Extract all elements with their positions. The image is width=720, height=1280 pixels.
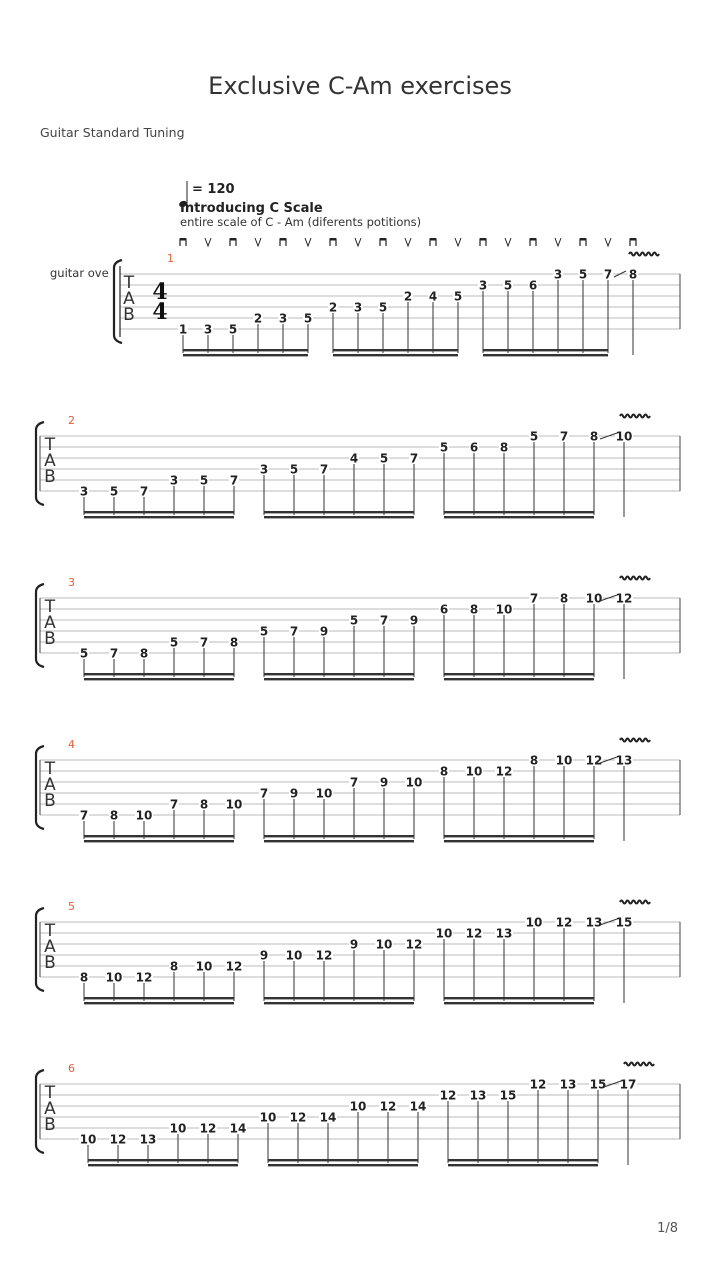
downstroke-bar [630, 238, 636, 241]
fret-number: 13 [559, 1077, 577, 1092]
fret-number: 6 [528, 278, 538, 293]
downstroke-bar [380, 238, 386, 241]
beam [84, 511, 234, 513]
downstroke-bar [530, 238, 536, 241]
fret-number: 8 [139, 646, 149, 661]
measure-number: 2 [68, 414, 75, 427]
tab-clef-b: B [123, 305, 135, 325]
fret-number: 7 [409, 451, 419, 466]
beam [88, 1164, 238, 1166]
tempo-text: = 120 [192, 182, 235, 197]
downstroke-bar [430, 238, 436, 241]
system-1 [114, 238, 680, 356]
tab-clef-t: T [44, 921, 56, 941]
fret-number: 8 [79, 970, 89, 985]
fret-number: 5 [349, 613, 359, 628]
fret-number: 5 [529, 429, 539, 444]
fret-number: 12 [585, 753, 603, 768]
fret-number: 12 [529, 1077, 547, 1092]
fret-number: 10 [615, 429, 633, 444]
upstroke-mark [305, 238, 311, 246]
fret-number: 10 [525, 915, 543, 930]
beam [88, 1159, 238, 1161]
fret-number: 5 [453, 289, 463, 304]
vibrato-mark [620, 901, 650, 904]
beam [444, 678, 594, 680]
beam [264, 1002, 414, 1004]
upstroke-mark [405, 238, 411, 246]
beam [264, 516, 414, 518]
beam [264, 678, 414, 680]
fret-number: 8 [589, 429, 599, 444]
fret-number: 10 [195, 959, 213, 974]
fret-number: 3 [79, 484, 89, 499]
tab-clef-a: A [44, 937, 56, 957]
downstroke-bar [230, 238, 236, 241]
fret-number: 1 [178, 322, 188, 337]
tab-clef-t: T [44, 597, 56, 617]
vibrato-mark [629, 253, 659, 256]
beam [264, 997, 414, 999]
vibrato-mark [620, 415, 650, 418]
fret-number: 2 [253, 311, 263, 326]
fret-number: 8 [628, 267, 638, 282]
tab-clef-a: A [44, 451, 56, 471]
fret-number: 13 [139, 1132, 157, 1147]
fret-number: 12 [465, 926, 483, 941]
beam [448, 1159, 598, 1161]
system-3 [36, 576, 680, 680]
fret-number: 12 [439, 1088, 457, 1103]
measure-number: 4 [68, 738, 75, 751]
fret-number: 10 [135, 808, 153, 823]
fret-number: 3 [203, 322, 213, 337]
fret-number: 5 [303, 311, 313, 326]
fret-number: 8 [559, 591, 569, 606]
fret-number: 8 [109, 808, 119, 823]
fret-number: 12 [315, 948, 333, 963]
fret-number: 7 [229, 473, 239, 488]
fret-number: 9 [259, 948, 269, 963]
beam [444, 511, 594, 513]
fret-number: 2 [328, 300, 338, 315]
vibrato-mark [624, 1063, 654, 1066]
upstroke-mark [455, 238, 461, 246]
upstroke-mark [505, 238, 511, 246]
measure-number: 5 [68, 900, 75, 913]
upstroke-mark [255, 238, 261, 246]
fret-number: 7 [79, 808, 89, 823]
fret-number: 3 [259, 462, 269, 477]
fret-number: 12 [555, 915, 573, 930]
measure-number: 6 [68, 1062, 75, 1075]
fret-number: 5 [503, 278, 513, 293]
upstroke-mark [555, 238, 561, 246]
measure-number: 1 [167, 252, 174, 265]
fret-number: 9 [349, 937, 359, 952]
downstroke-bar [280, 238, 286, 241]
fret-number: 13 [615, 753, 633, 768]
fret-number: 10 [375, 937, 393, 952]
fret-number: 4 [428, 289, 438, 304]
tab-clef-b: B [44, 791, 56, 811]
fret-number: 10 [495, 602, 513, 617]
fret-number: 8 [469, 602, 479, 617]
fret-number: 14 [229, 1121, 247, 1136]
beam [333, 349, 458, 351]
fret-number: 10 [555, 753, 573, 768]
fret-number: 10 [169, 1121, 187, 1136]
tab-clef-t: T [123, 273, 135, 293]
fret-number: 5 [259, 624, 269, 639]
fret-number: 8 [199, 797, 209, 812]
fret-number: 7 [559, 429, 569, 444]
fret-number: 8 [439, 764, 449, 779]
tab-clef-b: B [44, 467, 56, 487]
fret-number: 7 [139, 484, 149, 499]
section-note: entire scale of C - Am (diferents potitions) [180, 215, 422, 229]
downstroke-bar [180, 238, 186, 241]
measure-number: 3 [68, 576, 75, 589]
fret-number: 2 [403, 289, 413, 304]
fret-number: 14 [319, 1110, 337, 1125]
vibrato-mark [620, 577, 650, 580]
system-4 [36, 738, 680, 842]
system-5 [36, 900, 680, 1004]
beam [264, 840, 414, 842]
fret-number: 5 [228, 322, 238, 337]
fret-number: 10 [585, 591, 603, 606]
beam [84, 997, 234, 999]
beam [268, 1164, 418, 1166]
fret-number: 10 [465, 764, 483, 779]
fret-number: 14 [409, 1099, 427, 1114]
beam [264, 511, 414, 513]
fret-number: 10 [259, 1110, 277, 1125]
fret-number: 10 [315, 786, 333, 801]
beam [84, 1002, 234, 1004]
beam [333, 354, 458, 356]
tab-clef-b: B [44, 953, 56, 973]
fret-number: 4 [349, 451, 359, 466]
tab-clef-b: B [44, 629, 56, 649]
fret-number: 5 [289, 462, 299, 477]
fret-number: 10 [285, 948, 303, 963]
time-signature-top: 4 [152, 279, 168, 305]
beam [444, 997, 594, 999]
tab-clef-t: T [44, 759, 56, 779]
fret-number: 7 [379, 613, 389, 628]
fret-number: 5 [378, 300, 388, 315]
beam [183, 349, 308, 351]
fret-number: 8 [499, 440, 509, 455]
fret-number: 13 [495, 926, 513, 941]
time-signature-bottom: 4 [152, 299, 168, 325]
beam [84, 835, 234, 837]
beam [183, 354, 308, 356]
fret-number: 3 [353, 300, 363, 315]
fret-number: 3 [553, 267, 563, 282]
fret-number: 10 [105, 970, 123, 985]
fret-number: 12 [379, 1099, 397, 1114]
beam [84, 840, 234, 842]
fret-number: 12 [405, 937, 423, 952]
beam [264, 835, 414, 837]
fret-number: 12 [135, 970, 153, 985]
beam [444, 516, 594, 518]
tab-clef-a: A [44, 613, 56, 633]
score-title: Exclusive C-Am exercises [208, 72, 512, 100]
fret-number: 15 [589, 1077, 607, 1092]
fret-number: 3 [278, 311, 288, 326]
fret-number: 5 [109, 484, 119, 499]
fret-number: 10 [225, 797, 243, 812]
beam [264, 673, 414, 675]
beam [444, 840, 594, 842]
fret-number: 5 [199, 473, 209, 488]
fret-number: 13 [585, 915, 603, 930]
fret-number: 10 [79, 1132, 97, 1147]
fret-number: 7 [259, 786, 269, 801]
beam [444, 673, 594, 675]
system-2 [36, 414, 680, 518]
fret-number: 6 [469, 440, 479, 455]
tab-clef-a: A [44, 1099, 56, 1119]
beam [483, 354, 608, 356]
fret-number: 7 [199, 635, 209, 650]
beam [268, 1159, 418, 1161]
fret-number: 3 [478, 278, 488, 293]
beam [444, 1002, 594, 1004]
fret-number: 7 [349, 775, 359, 790]
fret-number: 7 [319, 462, 329, 477]
upstroke-mark [205, 238, 211, 246]
downstroke-bar [580, 238, 586, 241]
fret-number: 8 [229, 635, 239, 650]
tuning-label: Guitar Standard Tuning [40, 125, 185, 140]
fret-number: 5 [169, 635, 179, 650]
fret-number: 5 [439, 440, 449, 455]
beam [84, 678, 234, 680]
fret-number: 13 [469, 1088, 487, 1103]
fret-number: 7 [289, 624, 299, 639]
beam [444, 835, 594, 837]
tab-clef-t: T [44, 1083, 56, 1103]
upstroke-mark [355, 238, 361, 246]
fret-number: 12 [109, 1132, 127, 1147]
tab-clef-a: A [44, 775, 56, 795]
fret-number: 7 [109, 646, 119, 661]
fret-number: 5 [578, 267, 588, 282]
fret-number: 7 [169, 797, 179, 812]
downstroke-bar [480, 238, 486, 241]
fret-number: 5 [379, 451, 389, 466]
tab-clef-b: B [44, 1115, 56, 1135]
upstroke-mark [605, 238, 611, 246]
track-name: guitar ove [50, 266, 109, 280]
fret-number: 8 [169, 959, 179, 974]
fret-number: 10 [435, 926, 453, 941]
fret-number: 10 [349, 1099, 367, 1114]
fret-number: 12 [225, 959, 243, 974]
beam [483, 349, 608, 351]
fret-number: 15 [615, 915, 633, 930]
fret-number: 7 [603, 267, 613, 282]
fret-number: 10 [405, 775, 423, 790]
fret-number: 12 [495, 764, 513, 779]
system-6 [36, 1062, 680, 1166]
fret-number: 17 [619, 1077, 637, 1092]
system-bracket [114, 260, 122, 343]
beam [84, 673, 234, 675]
fret-number: 12 [289, 1110, 307, 1125]
vibrato-mark [620, 739, 650, 742]
fret-number: 5 [79, 646, 89, 661]
fret-number: 8 [529, 753, 539, 768]
fret-number: 7 [529, 591, 539, 606]
fret-number: 15 [499, 1088, 517, 1103]
page-number: 1/8 [657, 1221, 678, 1236]
fret-number: 12 [199, 1121, 217, 1136]
beam [84, 516, 234, 518]
fret-number: 9 [289, 786, 299, 801]
fret-number: 6 [439, 602, 449, 617]
downstroke-bar [330, 238, 336, 241]
tab-clef-t: T [44, 435, 56, 455]
tab-clef-a: A [123, 289, 135, 309]
fret-number: 9 [319, 624, 329, 639]
fret-number: 3 [169, 473, 179, 488]
fret-number: 12 [615, 591, 633, 606]
beam [448, 1164, 598, 1166]
section-title: Introducing C Scale [180, 201, 323, 216]
fret-number: 9 [409, 613, 419, 628]
fret-number: 9 [379, 775, 389, 790]
